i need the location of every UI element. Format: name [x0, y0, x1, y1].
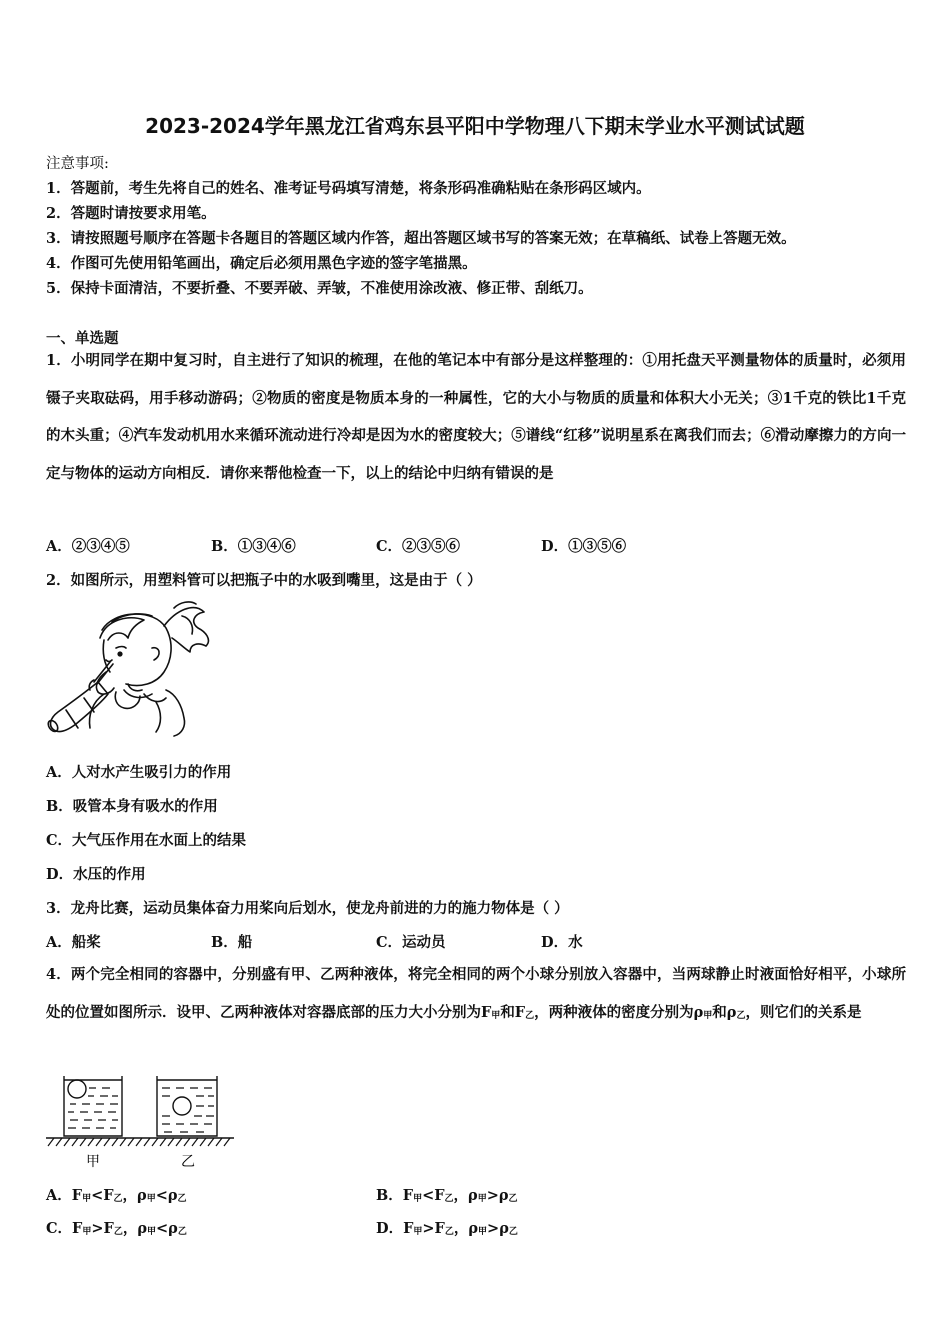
q1-option-a[interactable]: A．②③④⑤ — [46, 538, 130, 555]
q2-option-c[interactable]: C．大气压作用在水面上的结果 — [46, 832, 247, 849]
notice-heading: 注意事项: — [46, 156, 109, 172]
q4-option-d[interactable]: D．$F_甲>F_乙$，$\rho_甲>\rho_乙$ — [376, 1220, 518, 1237]
q3-option-d[interactable]: D．水 — [541, 934, 583, 951]
notice-item: 2．答题时请按要求用笔。 — [46, 205, 216, 222]
notice-item: 4．作图可先使用铅笔画出，确定后必须用黑色字迹的签字笔描黑。 — [46, 255, 477, 272]
q4-stem: 4．两个完全相同的容器中，分别盛有甲、乙两种液体，将完全相同的两个小球分别放入容器中，当两球静止时液面恰好相平，小球所处的位置如图所示．设甲、乙两种液体对容器底部的压力大小分别为$F_甲$和$F_乙$，两种液体的密度分别为$\rho_甲$和$\rho_乙$，则它们的关系是 — [46, 966, 906, 1021]
q3-option-b[interactable]: B．船 — [211, 934, 253, 951]
containers-figure — [44, 1070, 239, 1175]
label-yi: 乙 — [181, 1154, 195, 1170]
q3-option-c[interactable]: C．运动员 — [376, 934, 446, 951]
page-title: 2023-2024学年黑龙江省鸡东县平阳中学物理八下期末学业水平测试试题 — [145, 114, 805, 138]
q1-option-d[interactable]: D．①③⑤⑥ — [541, 538, 627, 555]
q4-option-c[interactable]: C．$F_甲>F_乙$，$\rho_甲<\rho_乙$ — [46, 1220, 187, 1237]
section-heading: 一、单选题 — [46, 330, 119, 347]
q4-option-b[interactable]: B．$F_甲<F_乙$，$\rho_甲>\rho_乙$ — [376, 1187, 518, 1204]
notice-item: 1．答题前，考生先将自己的姓名、准考证号码填写清楚，将条形码准确粘贴在条形码区域内。 — [46, 180, 651, 197]
q2-option-a[interactable]: A．人对水产生吸引力的作用 — [46, 764, 232, 781]
q3-stem: 3．龙舟比赛，运动员集体奋力用桨向后划水，使龙舟前进的力的施力物体是（ ） — [46, 900, 569, 917]
label-jia: 甲 — [86, 1154, 100, 1170]
q1-stem: 1．小明同学在期中复习时，自主进行了知识的梳理，在他的笔记本中有部分是这样整理的：①用托盘天平测量物体的质量时，必须用镊子夹取砝码，用手移动游码；②物质的密度是物质本身的一种属性，它的大小与物质的质量和体积大小无关；③1千克的铁比1千克的木头重；④汽车发动机用水来循环流动进行冷却是因为水的密度较大；⑤谱线“红移”说明星系在离我们而去；⑥滑动摩擦力的方向一定与物体的运动方向相反．请你来帮他检查一下，以上的结论中归纳有错误的是 — [46, 352, 906, 482]
q1-option-b[interactable]: B．①③④⑥ — [211, 538, 296, 555]
q4-option-a[interactable]: A．$F_甲<F_乙$，$\rho_甲<\rho_乙$ — [46, 1187, 187, 1204]
q1-option-c[interactable]: C．②③⑤⑥ — [376, 538, 461, 555]
q3-option-a[interactable]: A．船桨 — [46, 934, 101, 951]
q2-option-b[interactable]: B．吸管本身有吸水的作用 — [46, 798, 218, 815]
q2-option-d[interactable]: D．水压的作用 — [46, 866, 146, 883]
girl-drinking-figure — [44, 598, 219, 743]
q2-stem: 2．如图所示，用塑料管可以把瓶子中的水吸到嘴里，这是由于（ ） — [46, 572, 482, 589]
notice-item: 3．请按照题号顺序在答题卡各题目的答题区域内作答，超出答题区域书写的答案无效；在草稿纸、试卷上答题无效。 — [46, 230, 796, 247]
notice-item: 5．保持卡面清洁，不要折叠、不要弄破、弄皱，不准使用涂改液、修正带、刮纸刀。 — [46, 280, 593, 297]
